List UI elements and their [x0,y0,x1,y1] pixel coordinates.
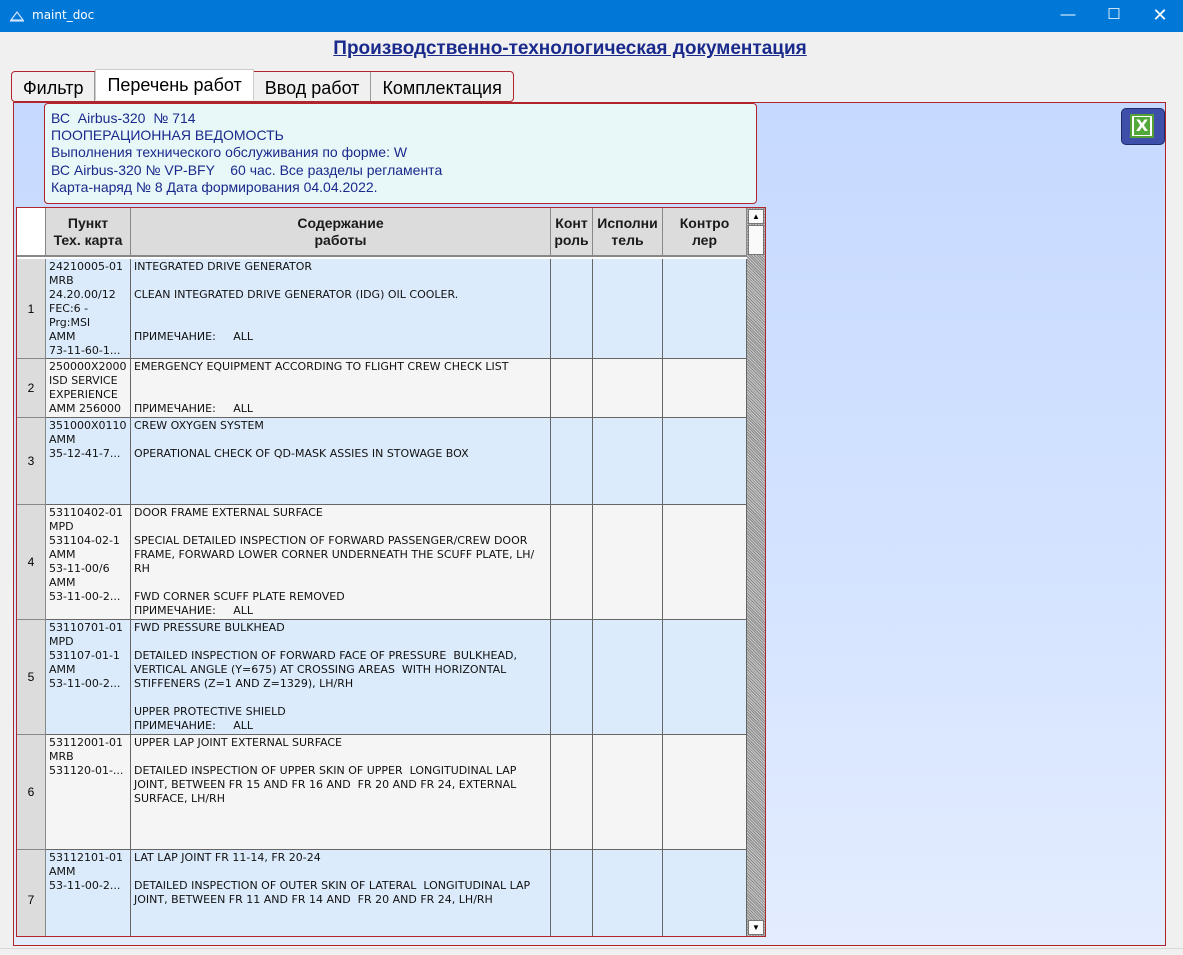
cell-ispolnitel[interactable] [593,418,663,505]
cell-content[interactable]: LAT LAP JOINT FR 11-14, FR 20-24 DETAILED INSPECTION OF OUTER SKIN OF LATERAL LONGITUDINAL LAP JOINT, BETWEEN FR 11 AND FR 14 AND FR 20 AND FR 24, LH/RH [131,850,551,937]
cell-kontroler[interactable] [663,418,747,505]
export-excel-button[interactable] [1121,108,1165,145]
cell-content[interactable]: DOOR FRAME EXTERNAL SURFACE SPECIAL DETAILED INSPECTION OF FORWARD PASSENGER/CREW DOOR FRAME, FORWARD LOWER CORNER UNDERNEATH THE SCUFF PLATE, LH/ RH FWD CORNER SCUFF PLATE REMOVED ПРИМЕЧАНИЕ: ALL [131,505,551,620]
maximize-button[interactable]: ☐ [1107,6,1121,23]
cell-kontrol[interactable] [551,620,593,735]
table-row[interactable] [17,418,747,505]
cell-ispolnitel[interactable] [593,620,663,735]
minimize-button[interactable]: — [1060,6,1076,23]
cell-punkt[interactable]: 53112101-01 AMM 53-11-00-2... [46,850,131,937]
info-line-work-order: Карта-наряд № 8 Дата формирования 04.04.2022. [51,178,378,195]
column-header-kontrol[interactable]: Конт роль [551,208,593,257]
table-row[interactable] [17,259,747,359]
document-info-box[interactable] [44,103,757,204]
cell-ispolnitel[interactable] [593,850,663,937]
cell-punkt[interactable]: 53112001-01 MRB 531120-01-... [46,735,131,850]
cell-content[interactable]: FWD PRESSURE BULKHEAD DETAILED INSPECTION OF FORWARD FACE OF PRESSURE BULKHEAD, VERTICAL ANGLE (Y=675) AT CROSSING AREAS WITH HORIZONTAL STIFFENERS (Z=1 AND Z=1329), LH/RH UPPER PROTECTIVE SHIELD ПРИМЕЧАНИЕ: ALL [131,620,551,735]
cell-kontroler[interactable] [663,850,747,937]
scroll-up-button[interactable]: ▲ [748,209,764,224]
close-button[interactable]: ✕ [1152,5,1168,25]
row-number[interactable]: 1 [17,259,46,359]
column-header-content[interactable]: Содержание работы [131,208,551,257]
table-row[interactable] [17,620,747,735]
tab-equipment[interactable]: Комплектация [382,78,502,98]
cell-punkt[interactable]: 53110402-01 MPD 531104-02-1 AMM 53-11-00/6 AMM 53-11-00-2... [46,505,131,620]
cell-content[interactable]: EMERGENCY EQUIPMENT ACCORDING TO FLIGHT CREW CHECK LIST ПРИМЕЧАНИЕ: ALL [131,359,551,418]
table-row[interactable] [17,850,747,937]
page-title: Производственно-технологическая документация [333,38,807,59]
scroll-down-button[interactable]: ▼ [748,920,764,935]
window-title: maint_doc [32,8,95,22]
cell-content[interactable]: UPPER LAP JOINT EXTERNAL SURFACE DETAILED INSPECTION OF UPPER SKIN OF UPPER LONGITUDINAL LAP JOINT, BETWEEN FR 15 AND FR 16 AND FR 20 AND FR 24, EXTERNAL SURFACE, LH/RH [131,735,551,850]
cell-kontroler[interactable] [663,620,747,735]
work-list-table [16,207,766,937]
cell-punkt[interactable]: 53110701-01 MPD 531107-01-1 AMM 53-11-00-2... [46,620,131,735]
row-number[interactable]: 7 [17,850,46,937]
cell-kontroler[interactable] [663,735,747,850]
info-line-doc-type: ПООПЕРАЦИОННАЯ ВЕДОМОСТЬ [51,127,284,144]
header-corner [17,208,46,257]
row-number[interactable]: 6 [17,735,46,850]
column-header-kontroler[interactable]: Контро лер [663,208,747,257]
cell-kontroler[interactable] [663,259,747,359]
cell-kontrol[interactable] [551,735,593,850]
cell-punkt[interactable]: 250000X2000 ISD SERVICE EXPERIENCE AMM 256000 [46,359,131,418]
tab-work-list[interactable]: Перечень работ [95,69,253,100]
vertical-scrollbar[interactable] [747,208,765,936]
row-number[interactable]: 2 [17,359,46,418]
row-number[interactable]: 5 [17,620,46,735]
info-line-form: Выполнения технического обслуживания по форме: W [51,144,408,161]
row-number[interactable]: 3 [17,418,46,505]
cell-kontroler[interactable] [663,359,747,418]
tab-work-entry[interactable]: Ввод работ [254,72,372,101]
cell-content[interactable]: CREW OXYGEN SYSTEM OPERATIONAL CHECK OF QD-MASK ASSIES IN STOWAGE BOX [131,418,551,505]
cell-kontrol[interactable] [551,418,593,505]
column-header-ispolnitel[interactable]: Исполни тель [593,208,663,257]
excel-icon: X [1130,114,1154,138]
cell-content[interactable]: INTEGRATED DRIVE GENERATOR CLEAN INTEGRATED DRIVE GENERATOR (IDG) OIL COOLER. ПРИМЕЧАНИЕ: ALL [131,259,551,359]
window-bottom-edge [0,948,1183,949]
table-row[interactable] [17,735,747,850]
tab-filter[interactable]: Фильтр [12,72,95,101]
app-icon [10,9,24,23]
scroll-thumb[interactable] [748,225,764,255]
table-row[interactable] [17,359,747,418]
cell-ispolnitel[interactable] [593,735,663,850]
cell-kontrol[interactable] [551,850,593,937]
cell-punkt[interactable]: 351000X0110 AMM 35-12-41-7... [46,418,131,505]
cell-kontrol[interactable] [551,505,593,620]
cell-punkt[interactable]: 24210005-01 MRB 24.20.00/12 FEC:6 - Prg:MSI AMM 73-11-60-1... [46,259,131,359]
info-line-registration: ВС Airbus-320 № VP-BFY 60 час. Все разделы регламента [51,161,443,178]
cell-ispolnitel[interactable] [593,359,663,418]
tab-bar [11,71,514,102]
cell-ispolnitel[interactable] [593,259,663,359]
column-header-punkt[interactable]: Пункт Тех. карта [46,208,131,257]
cell-kontrol[interactable] [551,259,593,359]
cell-kontrol[interactable] [551,359,593,418]
info-line-aircraft: ВС Airbus-320 № 714 [51,110,196,126]
table-row[interactable] [17,505,747,620]
row-number[interactable]: 4 [17,505,46,620]
cell-kontroler[interactable] [663,505,747,620]
title-bar [0,0,1183,32]
cell-ispolnitel[interactable] [593,505,663,620]
